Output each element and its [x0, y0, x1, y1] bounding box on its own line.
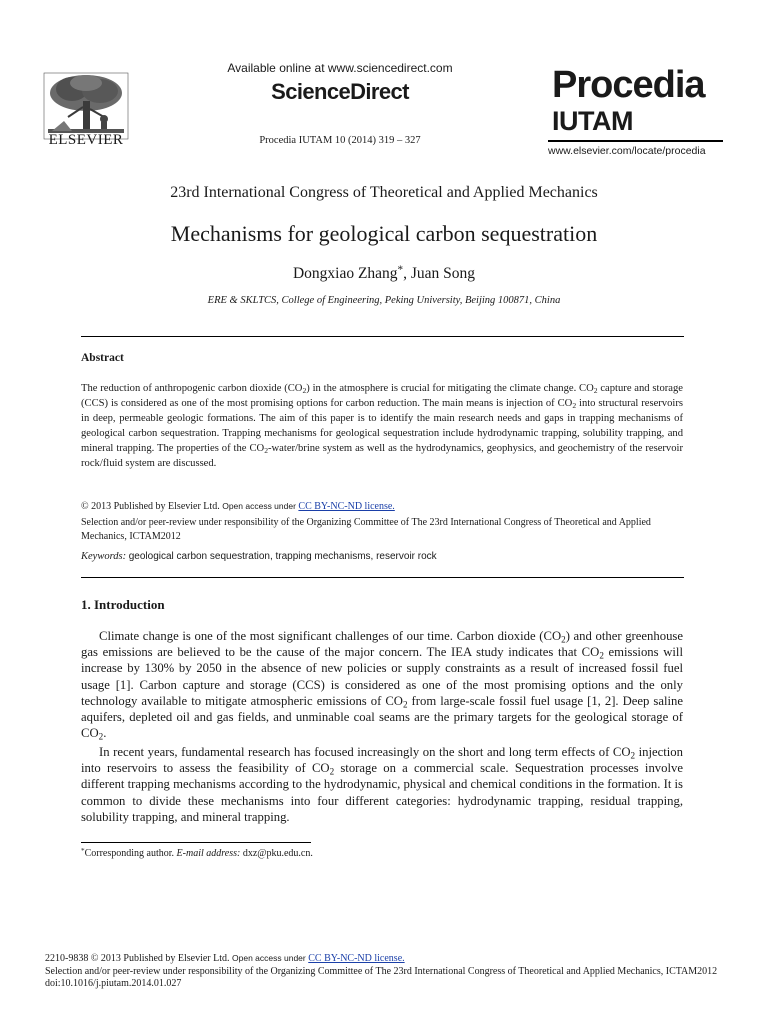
footer-peer-review: Selection and/or peer-review under responsibility of the Organizing Committee of The 23rd International Congress of Theoretical and Applied Mechanics, ICTAM2012	[45, 965, 718, 977]
divider	[81, 336, 684, 337]
divider	[81, 577, 684, 578]
journal-logo-iutam: IUTAM	[552, 106, 633, 136]
author-name: Juan Song	[410, 265, 476, 282]
keywords-label: Keywords:	[81, 551, 127, 562]
corresponding-mark: *	[397, 263, 404, 276]
page-footer	[45, 952, 725, 991]
journal-url: www.elsevier.com/locate/procedia	[548, 145, 706, 157]
journal-logo-rule	[548, 140, 723, 142]
abstract-body: The reduction of anthropogenic carbon dioxide $(CO_2)$ in the atmosphere is crucial for mitigating the climate change. $CO_2$ capture and storage (CCS) is considered as one of the most promising options for carbon reduction. The main means is injection of $CO_2$ into structural reservoirs in deep, permeable geologic formations. The aim of this paper is to identify the main research needs and gaps in trapping mechanisms of geological carbon sequestration. Trapping mechanisms for geological sequestration include hydrodynamic trapping, solubility trapping, and mineral trapping. The properties of the $CO_2-water$/brine system as well as the hydrodynamics, geophysics, and geochemistry of the reservoir rock/fluid system are discussed.	[81, 383, 683, 469]
author-name: Dongxiao Zhang	[292, 265, 398, 282]
doi[interactable]: doi:10.1016/j.piutam.2014.01.027	[45, 978, 182, 989]
congress-name: 23rd International Congress of Theoretical and Applied Mechanics	[170, 184, 598, 201]
copyright-text: © 2013 Published by Elsevier Ltd.	[81, 501, 220, 512]
footnote-rule	[81, 842, 311, 843]
open-access-text: Open access under	[232, 953, 306, 963]
license-link[interactable]: CC BY-NC-ND license.	[308, 953, 405, 964]
copyright-line	[81, 501, 395, 512]
email-label: E-mail address:	[176, 848, 241, 859]
footer-issn-line	[45, 952, 725, 966]
paragraph: In recent years, fundamental research has focused increasingly on the short and long term effects of $CO_2$ injection into reservoirs to assess the feasibility of $CO_2$ storage on a commercial scale. Sequestration processes involve different trapping mechanisms according to the hydrodynamic, physical and chemical conditions in the formation. It is common to divide these mechanisms into four different categories: hydrodynamic trapping, residual trapping, solubility trapping, and mineral trapping.	[81, 745, 683, 824]
email-address[interactable]: dxz@pku.edu.cn.	[242, 848, 313, 859]
journal-reference: Procedia IUTAM 10 (2014) 319 – 327	[259, 135, 421, 146]
license-link[interactable]: CC BY-NC-ND license.	[298, 501, 395, 512]
footnote-text: Corresponding author.	[84, 848, 175, 859]
open-access-text: Open access under	[222, 501, 296, 511]
keywords	[81, 551, 437, 562]
journal-logo-procedia: Procedia	[552, 64, 705, 106]
affiliation: ERE & SKLTCS, College of Engineering, Peking University, Beijing 100871, China	[207, 295, 561, 306]
publisher-name: ELSEVIER	[48, 132, 124, 148]
keywords-values: geological carbon sequestration, trapping mechanisms, reservoir rock	[128, 551, 437, 562]
paragraph: Climate change is one of the most significant challenges of our time. Carbon dioxide $(CO_2)$ and other greenhouse gas emissions are believed to be the cause of the major concern. The IEA study indicates that $CO_2$ emissions will increase by 130% by 2050 in the absence of new policies or supply constraints as a result of increased fossil fuel usage [1]. Carbon capture and storage (CCS) is considered as one of the most promising options and the only technology available to mitigate atmospheric emissions of $CO_2$ from large-scale fossil fuel usage [1, 2]. Deep saline aquifers, depleted oil and gas fields, and unminable coal seams are the primary targets for the geological storage of $CO_2$.	[81, 629, 683, 742]
author-list	[40, 265, 728, 283]
sciencedirect-logo: ScienceDirect	[271, 79, 409, 104]
section-heading: 1. Introduction	[81, 597, 165, 612]
issn-text: 2210-9838 © 2013 Published by Elsevier Ltd.	[45, 953, 230, 964]
abstract-heading: Abstract	[81, 352, 124, 364]
author-separator: ,	[403, 265, 411, 282]
paper-title: Mechanisms for geological carbon sequestration	[170, 221, 598, 246]
footnote-mark: *	[81, 846, 85, 855]
footnote	[81, 848, 313, 859]
peer-review-statement: Selection and/or peer-review under responsibility of the Organizing Committee of The 23rd International Congress of Theoretical and Applied Mechanics, ICTAM2012	[81, 517, 651, 542]
available-online-text: Available online at www.sciencedirect.com	[227, 61, 453, 75]
